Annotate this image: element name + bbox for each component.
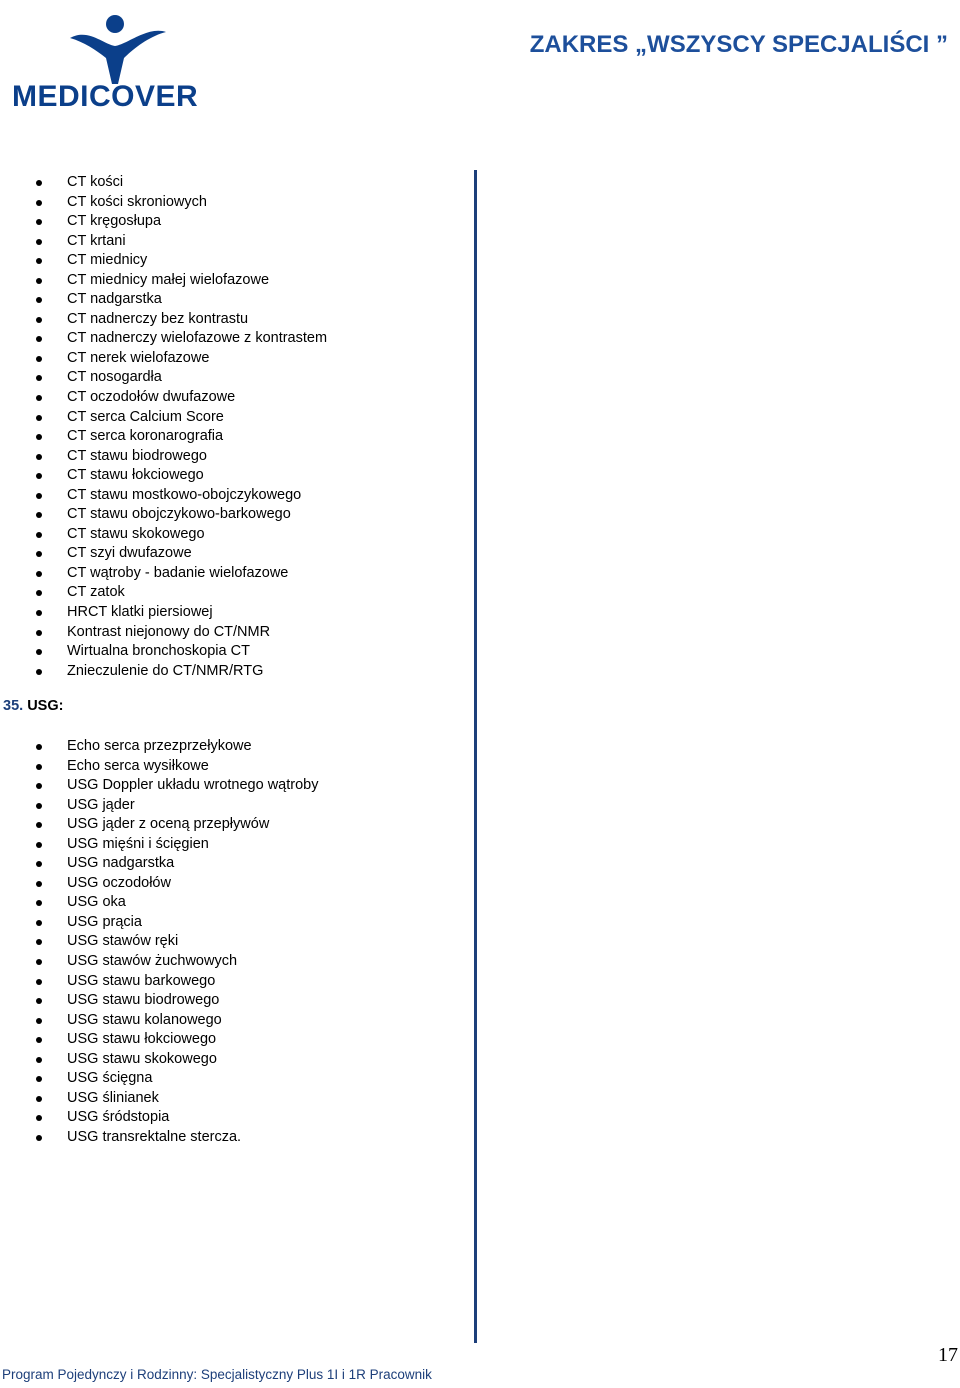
list-item	[0, 991, 318, 1011]
bullet-icon	[36, 336, 42, 342]
list-item-text: CT szyi dwufazowe	[67, 545, 192, 562]
bullet-icon	[36, 532, 42, 538]
list-item	[0, 913, 318, 933]
list-item-text: USG ślinianek	[67, 1089, 159, 1106]
bullet-icon	[36, 551, 42, 557]
list-item-text: CT stawu mostkowo-obojczykowego	[67, 486, 302, 503]
list-item-text: USG oka	[67, 894, 126, 911]
list-item	[0, 874, 318, 894]
list-item	[0, 776, 318, 796]
list-item-text: CT stawu łokciowego	[67, 467, 204, 484]
bullet-icon	[36, 959, 42, 965]
list-item-text: CT stawu biodrowego	[67, 447, 207, 464]
bullet-icon	[36, 1096, 42, 1102]
bullet-icon	[36, 571, 42, 577]
section-title: USG:	[27, 698, 64, 714]
bullet-icon	[36, 744, 42, 750]
bullet-icon	[36, 395, 42, 401]
list-item	[0, 193, 327, 213]
page-title: ZAKRES „WSZYSCY SPECJALIŚCI ”	[529, 31, 948, 58]
list-item	[0, 1128, 318, 1148]
bullet-icon	[36, 1037, 42, 1043]
list-item-text: CT krtani	[67, 232, 126, 249]
list-item-text: USG transrektalne stercza.	[67, 1128, 242, 1145]
bullet-icon	[36, 783, 42, 789]
list-item	[0, 251, 327, 271]
list-item-text: USG prącia	[67, 913, 142, 930]
list-item-text: CT nadnerczy wielofazowe z kontrastem	[67, 330, 328, 347]
bullet-icon	[36, 180, 42, 186]
list-item-text: USG śródstopia	[67, 1109, 170, 1126]
bullet-icon	[36, 979, 42, 985]
list-item-text: USG ścięgna	[67, 1070, 153, 1087]
bullet-icon	[36, 512, 42, 518]
list-item-text: CT nadgarstka	[67, 291, 162, 308]
list-item	[0, 505, 327, 525]
list-item	[0, 1089, 318, 1109]
list-item	[0, 310, 327, 330]
list-item-text: USG oczodołów	[67, 874, 171, 891]
bullet-icon	[36, 939, 42, 945]
bullet-icon	[36, 610, 42, 616]
list-item	[0, 408, 327, 428]
list-item	[0, 893, 318, 913]
logo-wordmark: MEDICOVER	[12, 80, 199, 113]
bullet-icon	[36, 1115, 42, 1121]
list-item-text: Kontrast niejonowy do CT/NMR	[67, 623, 271, 640]
list-item	[0, 642, 327, 662]
list-item	[0, 466, 327, 486]
list-item-text: CT miednicy małej wielofazowe	[67, 271, 270, 288]
bullet-icon	[36, 822, 42, 828]
list-item	[0, 232, 327, 252]
list-item-text: Echo serca przezprzełykowe	[67, 738, 252, 754]
list-item	[0, 388, 327, 408]
list-item	[0, 623, 327, 643]
bullet-icon	[36, 493, 42, 499]
bullet-icon	[36, 454, 42, 460]
list-item-text: Znieczulenie do CT/NMR/RTG	[67, 662, 264, 679]
list-item-text: Echo serca wysiłkowe	[67, 757, 209, 774]
bullet-icon	[36, 239, 42, 245]
list-item	[0, 1050, 318, 1070]
list-item-text: CT stawu obojczykowo-barkowego	[67, 506, 291, 523]
list-item-text: CT kręgosłupa	[67, 213, 162, 230]
list-item-text: CT wątroby - badanie wielofazowe	[67, 564, 289, 581]
medicover-logo	[10, 6, 215, 111]
list-item-text: USG stawu biodrowego	[67, 992, 220, 1009]
list-item	[0, 544, 327, 564]
list-item-text: CT nerek wielofazowe	[67, 349, 210, 366]
list-item-text: CT miednicy	[67, 252, 148, 269]
bullet-icon	[36, 1057, 42, 1063]
bullet-icon	[36, 764, 42, 770]
list-item-text: CT zatok	[67, 584, 125, 601]
bullet-icon	[36, 375, 42, 381]
list-item-text: USG stawu kolanowego	[67, 1011, 222, 1028]
list-item	[0, 1030, 318, 1050]
usg-list	[0, 737, 318, 1147]
list-item-text: USG stawu skokowego	[67, 1050, 217, 1067]
list-item	[0, 368, 327, 388]
list-item-text: HRCT klatki piersiowej	[67, 604, 213, 621]
vertical-divider	[474, 170, 477, 1343]
list-item-text: USG stawów ręki	[67, 933, 179, 950]
bullet-icon	[36, 356, 42, 362]
list-item-text: CT serca Calcium Score	[67, 408, 224, 425]
bullet-icon	[36, 258, 42, 264]
list-item-text: USG stawu barkowego	[67, 972, 216, 989]
bullet-icon	[36, 649, 42, 655]
list-item-text: CT kości	[67, 174, 124, 190]
list-item	[0, 854, 318, 874]
page-number: 17	[938, 1344, 958, 1366]
list-item	[0, 1069, 318, 1089]
list-item-text: CT nadnerczy bez kontrastu	[67, 310, 249, 327]
list-item-text: USG jąder	[67, 796, 135, 813]
bullet-icon	[36, 297, 42, 303]
list-item-text: USG nadgarstka	[67, 855, 175, 872]
list-item	[0, 173, 327, 193]
list-item-text: USG stawu łokciowego	[67, 1031, 217, 1048]
list-item	[0, 525, 327, 545]
list-item-text: CT nosogardła	[67, 369, 162, 386]
list-item	[0, 815, 318, 835]
medicover-figure-icon	[68, 6, 168, 84]
list-item-text: USG stawów żuchwowych	[67, 953, 238, 970]
list-item	[0, 835, 318, 855]
bullet-icon	[36, 920, 42, 926]
list-item	[0, 932, 318, 952]
bullet-icon	[36, 669, 42, 675]
list-item	[0, 603, 327, 623]
list-item	[0, 271, 327, 291]
list-item-text: USG jąder z oceną przepływów	[67, 816, 270, 833]
bullet-icon	[36, 590, 42, 596]
list-item	[0, 757, 318, 777]
list-item	[0, 662, 327, 682]
bullet-icon	[36, 1076, 42, 1082]
list-item	[0, 564, 327, 584]
list-item-text: CT oczodołów dwufazowe	[67, 389, 236, 406]
list-item-text: CT stawu skokowego	[67, 525, 205, 542]
list-item	[0, 952, 318, 972]
section-number: 35.	[3, 698, 24, 714]
list-item	[0, 486, 327, 506]
list-item	[0, 212, 327, 232]
bullet-icon	[36, 900, 42, 906]
bullet-icon	[36, 842, 42, 848]
bullet-icon	[36, 473, 42, 479]
bullet-icon	[36, 1018, 42, 1024]
list-item	[0, 796, 318, 816]
bullet-icon	[36, 434, 42, 440]
bullet-icon	[36, 630, 42, 636]
bullet-icon	[36, 803, 42, 809]
bullet-icon	[36, 317, 42, 323]
footer-program: Program Pojedynczy i Rodzinny: Specjalistyczny Plus 1I i 1R Pracownik	[2, 1367, 432, 1382]
list-item-text: Wirtualna bronchoskopia CT	[67, 643, 250, 660]
list-item-text: CT kości skroniowych	[67, 193, 207, 210]
bullet-icon	[36, 278, 42, 284]
list-item	[0, 1108, 318, 1128]
list-item-text: USG mięśni i ścięgien	[67, 835, 209, 852]
list-item	[0, 427, 327, 447]
bullet-icon	[36, 415, 42, 421]
list-item	[0, 1011, 318, 1031]
list-item	[0, 737, 318, 757]
list-item-text: USG Doppler układu wrotnego wątroby	[67, 777, 319, 794]
list-item	[0, 290, 327, 310]
section-heading-usg	[3, 698, 63, 714]
list-item	[0, 349, 327, 369]
bullet-icon	[36, 219, 42, 225]
list-item	[0, 329, 327, 349]
bullet-icon	[36, 200, 42, 206]
ct-list	[0, 173, 327, 681]
list-item	[0, 972, 318, 992]
list-item-text: CT serca koronarografia	[67, 428, 224, 445]
list-item	[0, 583, 327, 603]
bullet-icon	[36, 998, 42, 1004]
list-item	[0, 447, 327, 467]
bullet-icon	[36, 861, 42, 867]
bullet-icon	[36, 881, 42, 887]
bullet-icon	[36, 1135, 42, 1141]
